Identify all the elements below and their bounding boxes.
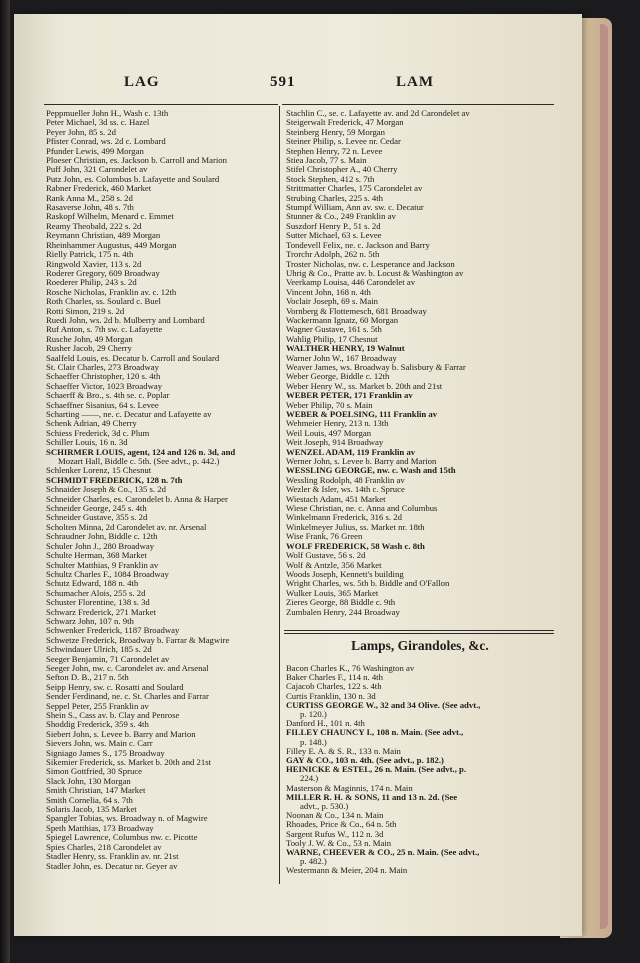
directory-entry: Sutter Michael, 63 s. Levee bbox=[286, 231, 382, 241]
directory-entry: Curtis Franklin, 130 n. 3d bbox=[286, 691, 376, 701]
directory-entry: Schwenker Frederick, 1187 Broadway bbox=[46, 626, 180, 636]
directory-entry: Schneider Gustave, 355 s. 2d bbox=[46, 513, 148, 523]
directory-entry: Wise Frank, 76 Green bbox=[286, 532, 363, 542]
directory-entry: Raskopf Wilhelm, Menard c. Emmet bbox=[46, 212, 174, 222]
directory-entry: Schaeffer Victor, 1023 Broadway bbox=[46, 381, 163, 391]
directory-entry: Werner John, s. Levee b. Barry and Marion bbox=[286, 457, 437, 467]
directory-entry: Zumbalen Henry, 244 Broadway bbox=[286, 607, 400, 617]
directory-entry: Roth Charles, ss. Soulard c. Buel bbox=[46, 297, 161, 307]
directory-entry: FILLEY CHAUNCY I., 108 n. Main. (See advt., bbox=[286, 728, 464, 738]
directory-entry: Schwetze Frederick, Broadway b. Farrar & Magwire bbox=[46, 635, 230, 645]
directory-entry: Winkelmann Frederick, 316 s. 2d bbox=[286, 513, 402, 523]
directory-entry: Spies Charles, 218 Carondelet av bbox=[46, 842, 162, 852]
directory-entry: Rotti Simon, 219 s. 2d bbox=[46, 306, 125, 316]
directory-entry: Ruedi John, ws. 2d b. Mulberry and Lombard bbox=[46, 315, 205, 325]
directory-entry: Rank Anna M., 258 s. 2d bbox=[46, 193, 133, 203]
directory-entry: Winkelmeyer Julius, ss. Market nr. 18th bbox=[286, 522, 425, 532]
page-stack-edge bbox=[600, 24, 608, 929]
directory-entry: Steigerwalt Frederick, 47 Morgan bbox=[286, 118, 404, 128]
directory-entry: WEBER & POELSING, 111 Franklin av bbox=[286, 410, 438, 419]
directory-entry: St. Clair Charles, 273 Broadway bbox=[46, 362, 159, 372]
directory-entry: Sender Ferdinand, ne. c. St. Charles and Farrar bbox=[46, 692, 209, 702]
directory-entry: Zieres George, 88 Biddle c. 9th bbox=[286, 598, 396, 608]
directory-entry: Wulker Louis, 365 Market bbox=[286, 588, 379, 598]
directory-entry: SCHIRMER LOUIS, agent, 124 and 126 n. 3d, and bbox=[46, 447, 236, 457]
directory-entry: Pfister Conrad, ws. 2d c. Lombard bbox=[46, 137, 166, 147]
directory-entry: Schneider George, 245 s. 4th bbox=[46, 504, 147, 514]
directory-entry: Wezler & Isler, ws. 14th c. Spruce bbox=[286, 485, 405, 495]
directory-entry: Schnaider Joseph & Co., 135 s. 2d bbox=[46, 485, 166, 495]
section-rule-bottom bbox=[284, 633, 554, 634]
directory-entry: Wehmeier Henry, 213 n. 13th bbox=[286, 419, 389, 429]
directory-entry: SCHMIDT FREDERICK, 128 n. 7th bbox=[46, 475, 183, 485]
header-rule-right bbox=[282, 104, 554, 105]
book-spine-edge bbox=[0, 0, 10, 963]
directory-entry: HEINICKE & ESTEL, 26 n. Main. (See advt., p. bbox=[286, 765, 467, 775]
directory-entry: Bacon Charles K., 76 Washington av bbox=[286, 664, 415, 673]
directory-entry: Puff John, 321 Carondelet av bbox=[46, 165, 148, 175]
directory-entry: Schaeffer Christopher, 120 s. 4th bbox=[46, 372, 161, 382]
directory-entry: Stadler Henry, ss. Franklin av. nr. 21st bbox=[46, 852, 179, 862]
directory-entry: Sargent Rufus W., 112 n. 3d bbox=[286, 829, 384, 839]
directory-entry: Schutz Edward, 188 n. 4th bbox=[46, 579, 139, 589]
directory-entry: Rhoades, Price & Co., 64 n. 5th bbox=[286, 820, 397, 830]
directory-entry: Schwarz John, 107 n. 9th bbox=[46, 616, 134, 626]
directory-entry: WALTHER HENRY, 19 Walnut bbox=[286, 344, 405, 354]
page-number: 591 bbox=[270, 74, 296, 90]
directory-entry: Rusche John, 49 Morgan bbox=[46, 334, 133, 344]
directory-entry: Weil Louis, 497 Morgan bbox=[286, 428, 372, 438]
directory-entry: Solaris Jacob, 135 Market bbox=[46, 805, 137, 815]
header-rule-left bbox=[44, 104, 278, 105]
directory-entry: Masterson & Maginnis, 174 n. Main bbox=[286, 783, 413, 793]
directory-entry: Westermann & Meier, 204 n. Main bbox=[286, 866, 408, 876]
directory-entry: Smith Christian, 147 Market bbox=[46, 786, 146, 796]
directory-entry: Cajacob Charles, 122 s. 4th bbox=[286, 682, 382, 692]
directory-entry-continuation: p. 120.) bbox=[300, 710, 327, 720]
directory-entry-continuation: 224.) bbox=[300, 774, 319, 784]
directory-entry: Shein S., Cass av. b. Clay and Penrose bbox=[46, 711, 180, 720]
directory-entry: Rielly Patrick, 175 n. 4th bbox=[46, 250, 134, 260]
directory-entry: Saalfeld Louis, es. Decatur b. Carroll and Soulard bbox=[46, 353, 220, 363]
directory-entry: Tooly J. W. & Co., 53 n. Main bbox=[286, 838, 392, 848]
directory-entry: Schwindauer Ulrich, 185 s. 2d bbox=[46, 645, 152, 655]
directory-entry: Schuster Florentine, 138 s. 3d bbox=[46, 598, 150, 608]
directory-entry: Roederer Philip, 243 s. 2d bbox=[46, 278, 137, 288]
directory-page bbox=[14, 14, 582, 936]
directory-entry: Uhrig & Co., Pratte av. b. Locust & Washington av bbox=[286, 268, 464, 278]
directory-entry: Spiegel Lawrence, Columbus nw. c. Picotte bbox=[46, 833, 198, 843]
directory-entry: Schenk Adrian, 49 Cherry bbox=[46, 419, 137, 429]
directory-entry: Pfunder Lewis, 499 Morgan bbox=[46, 146, 144, 156]
directory-entry: Wolf Gustave, 56 s. 2d bbox=[286, 551, 366, 561]
column-divider bbox=[279, 106, 280, 884]
directory-entry: Wolf & Antzle, 356 Market bbox=[286, 560, 382, 570]
directory-entry: Wessling Rodolph, 48 Franklin av bbox=[286, 475, 405, 485]
directory-entry: Stadler John, es. Decatur nr. Geyer av bbox=[46, 861, 178, 871]
running-head-left: LAG bbox=[124, 74, 160, 90]
directory-entry: Ringwold Xavier, 113 s. 2d bbox=[46, 259, 142, 269]
directory-entry: Vincent John, 168 n. 4th bbox=[286, 287, 371, 297]
directory-entry: Trorchr Adolph, 262 n. 5th bbox=[286, 250, 380, 260]
directory-entry: Schwarz Frederick, 271 Market bbox=[46, 607, 157, 617]
directory-entry: Wackermann Ignatz, 60 Morgan bbox=[286, 315, 399, 325]
directory-entry: Warner John W., 167 Broadway bbox=[286, 353, 397, 363]
directory-entry: Ruf Anton, s. 7th sw. c. Lafayette bbox=[46, 325, 163, 335]
directory-entry: Steiner Philip, s. Levee nr. Cedar bbox=[286, 137, 401, 147]
section-heading: Lamps, Girandoles, &c. bbox=[351, 638, 489, 653]
directory-entry: Wahlig Philip, 17 Chesnut bbox=[286, 334, 378, 344]
directory-entry: Woods Joseph, Kennett's building bbox=[286, 569, 404, 579]
directory-entry: Peter Michael, 3d ss. c. Hazel bbox=[46, 118, 150, 128]
directory-entry: Weit Joseph, 914 Broadway bbox=[286, 438, 384, 448]
directory-entry: Schuler John J., 280 Broadway bbox=[46, 541, 155, 551]
directory-entry: Wright Charles, ws. 5th b. Biddle and O'Fallon bbox=[286, 579, 450, 589]
directory-entry: Stumpf William, Ann av. sw. c. Decatur bbox=[286, 203, 424, 213]
directory-entry: WOLF FREDERICK, 58 Wash c. 8th bbox=[286, 541, 425, 551]
directory-entry: Sievers John, ws. Main c. Carr bbox=[46, 739, 153, 749]
directory-entry: Peyer John, 85 s. 2d bbox=[46, 127, 116, 137]
directory-entry: Schulter Matthias, 9 Franklin av bbox=[46, 560, 159, 570]
directory-entry: Scharting ——, ne. c. Decatur and Lafayette av bbox=[46, 410, 212, 419]
directory-entry-continuation: advt., p. 530.) bbox=[300, 802, 349, 812]
directory-entry: Wiestach Adam, 451 Market bbox=[286, 494, 386, 504]
directory-entry: Schneider Charles, es. Carondelet b. Anna & Harper bbox=[46, 494, 228, 504]
directory-entry: Weber Philip, 70 s. Main bbox=[286, 400, 373, 410]
directory-entry: Rabner Frederick, 460 Market bbox=[46, 184, 152, 194]
directory-entry-continuation: Mozart Hall, Biddle c. 5th. (See advt., p. 442.) bbox=[58, 457, 220, 467]
directory-entry: Siebert John, s. Levee b. Barry and Marion bbox=[46, 729, 196, 739]
section-rule-top bbox=[284, 630, 554, 631]
directory-entry: Rusher Jacob, 29 Cherry bbox=[46, 344, 132, 354]
directory-entry: Schlenker Lorenz, 15 Chesnut bbox=[46, 466, 152, 476]
directory-entry: CURTISS GEORGE W., 32 and 34 Olive. (See advt., bbox=[286, 700, 481, 710]
directory-entry: Putz John, es. Columbus b. Lafayette and Soulard bbox=[46, 174, 220, 184]
directory-entry: Seeger John, nw. c. Carondelet av. and Arsenal bbox=[46, 663, 209, 673]
directory-entry: Weaver James, ws. Broadway b. Salisbury & Farrar bbox=[286, 362, 466, 372]
directory-entry: Danford H., 101 n. 4th bbox=[286, 719, 365, 729]
directory-entry: Roderer Gregory, 609 Broadway bbox=[46, 268, 160, 278]
directory-entry: Ploeser Christian, es. Jackson b. Carroll and Marion bbox=[46, 156, 227, 166]
directory-entry: WEBER PETER, 171 Franklin av bbox=[286, 391, 413, 401]
directory-entry: Stunner & Co., 249 Franklin av bbox=[286, 212, 396, 222]
directory-entry: Stephen Henry, 72 n. Levee bbox=[286, 146, 383, 156]
directory-entry: Spangler Tobias, ws. Broadway n. of Magwire bbox=[46, 814, 208, 824]
left-column bbox=[46, 109, 278, 871]
directory-entry: Stifel Christopher A., 40 Cherry bbox=[286, 165, 398, 175]
directory-entry: Shoddig Frederick, 359 s. 4th bbox=[46, 720, 149, 730]
directory-entry: Schultz Charles F., 1084 Broadway bbox=[46, 569, 169, 579]
directory-entry: Schumacher Alois, 255 s. 2d bbox=[46, 588, 146, 598]
directory-entry: Schaerff & Bro., s. 4th se. c. Poplar bbox=[46, 391, 170, 401]
directory-entry: Weber Henry W., ss. Market b. 20th and 21st bbox=[286, 381, 443, 391]
directory-entry: Reamy Theobald, 222 s. 2d bbox=[46, 221, 142, 231]
directory-entry: Rasaverse John, 48 s. 7th bbox=[46, 203, 134, 213]
directory-entry: Stachlin C., se. c. Lafayette av. and 2d Carondelet av bbox=[286, 109, 470, 118]
directory-entry: WENZEL ADAM, 119 Franklin av bbox=[286, 447, 416, 457]
directory-entry: Strittmatter Charles, 175 Carondelet av bbox=[286, 184, 423, 194]
directory-entry: Seppel Peter, 255 Franklin av bbox=[46, 701, 149, 711]
directory-entry: Weber George, Biddle c. 12th bbox=[286, 372, 390, 382]
directory-entry: Simon Gottfried, 30 Spruce bbox=[46, 767, 143, 777]
directory-entry-continuation: p. 148.) bbox=[300, 737, 327, 747]
directory-entry: Scholten Minna, 2d Carondelet av. nr. Arsenal bbox=[46, 522, 207, 532]
directory-entry: Schiller Louis, 16 n. 3d bbox=[46, 438, 128, 448]
directory-entry: Schaeffner Sisanius, 64 s. Levee bbox=[46, 400, 159, 410]
directory-entry: Voclair Joseph, 69 s. Main bbox=[286, 297, 379, 307]
right-column bbox=[286, 109, 554, 617]
directory-entry: Schiess Frederick, 3d c. Plum bbox=[46, 428, 150, 438]
directory-entry: Stiea Jacob, 77 s. Main bbox=[286, 156, 367, 166]
directory-entry: Veerkamp Louisa, 446 Carondelet av bbox=[286, 278, 416, 288]
directory-entry: Rosche Nicholas, Franklin av. c. 12th bbox=[46, 287, 177, 297]
directory-entry-continuation: p. 482.) bbox=[300, 857, 327, 867]
directory-entry: Speth Matthias, 173 Broadway bbox=[46, 823, 154, 833]
directory-entry: Reymann Christian, 489 Morgan bbox=[46, 231, 161, 241]
running-head-right: LAM bbox=[396, 74, 434, 90]
directory-entry: Slack John, 130 Morgan bbox=[46, 776, 131, 786]
directory-entry: Smith Cornelia, 64 s. 7th bbox=[46, 795, 133, 805]
directory-entry: Steinberg Henry, 59 Morgan bbox=[286, 127, 386, 137]
section-entries bbox=[286, 664, 554, 876]
directory-entry: Baker Charles F., 114 n. 4th bbox=[286, 673, 383, 683]
directory-entry: Seipp Henry, sw. c. Rosatti and Soulard bbox=[46, 682, 184, 692]
directory-entry: Wiese Christian, ne. c. Anna and Columbus bbox=[286, 504, 438, 514]
directory-entry: Rheinhammer Augustus, 449 Morgan bbox=[46, 240, 177, 250]
directory-entry: Sefton D. B., 217 n. 5th bbox=[46, 673, 129, 683]
directory-entry: Noonan & Co., 134 n. Main bbox=[286, 811, 384, 821]
directory-entry: Sikemier Frederick, ss. Market b. 20th and 21st bbox=[46, 758, 212, 768]
directory-entry: Peppmueller John H., Wash c. 13th bbox=[46, 109, 169, 118]
directory-entry: Strubing Charles, 225 s. 4th bbox=[286, 193, 384, 203]
directory-entry: Schraudner John, Biddle c. 12th bbox=[46, 532, 158, 542]
directory-entry: Troster Nicholas, nw. c. Lesperance and Jackson bbox=[286, 259, 455, 269]
directory-entry: Filley E. A. & S. R., 133 n. Main bbox=[286, 746, 401, 756]
directory-entry: MILLER R. H. & SONS, 11 and 13 n. 2d. (See bbox=[286, 792, 458, 802]
directory-entry: WARNE, CHEEVER & CO., 25 n. Main. (See advt., bbox=[286, 848, 480, 858]
directory-entry: Tondevell Felix, ne. c. Jackson and Barry bbox=[286, 240, 430, 250]
directory-entry: Schulte Herman, 368 Market bbox=[46, 551, 147, 561]
directory-entry: GAY & CO., 103 n. 4th. (See advt., p. 182.) bbox=[286, 756, 444, 766]
directory-entry: Suszdorf Henry P., 51 s. 2d bbox=[286, 221, 381, 231]
directory-entry: Seeger Benjamin, 71 Carondelet av bbox=[46, 654, 170, 664]
directory-entry: WESSLING GEORGE, nw. c. Wash and 15th bbox=[286, 466, 456, 476]
directory-entry: Wagner Gustave, 161 s. 5th bbox=[286, 325, 382, 335]
directory-entry: Vornberg & Flottemesch, 681 Broadway bbox=[286, 306, 427, 316]
directory-entry: Stock Stephen, 412 s. 7th bbox=[286, 174, 375, 184]
directory-entry: Signiago James S., 175 Broadway bbox=[46, 748, 165, 758]
